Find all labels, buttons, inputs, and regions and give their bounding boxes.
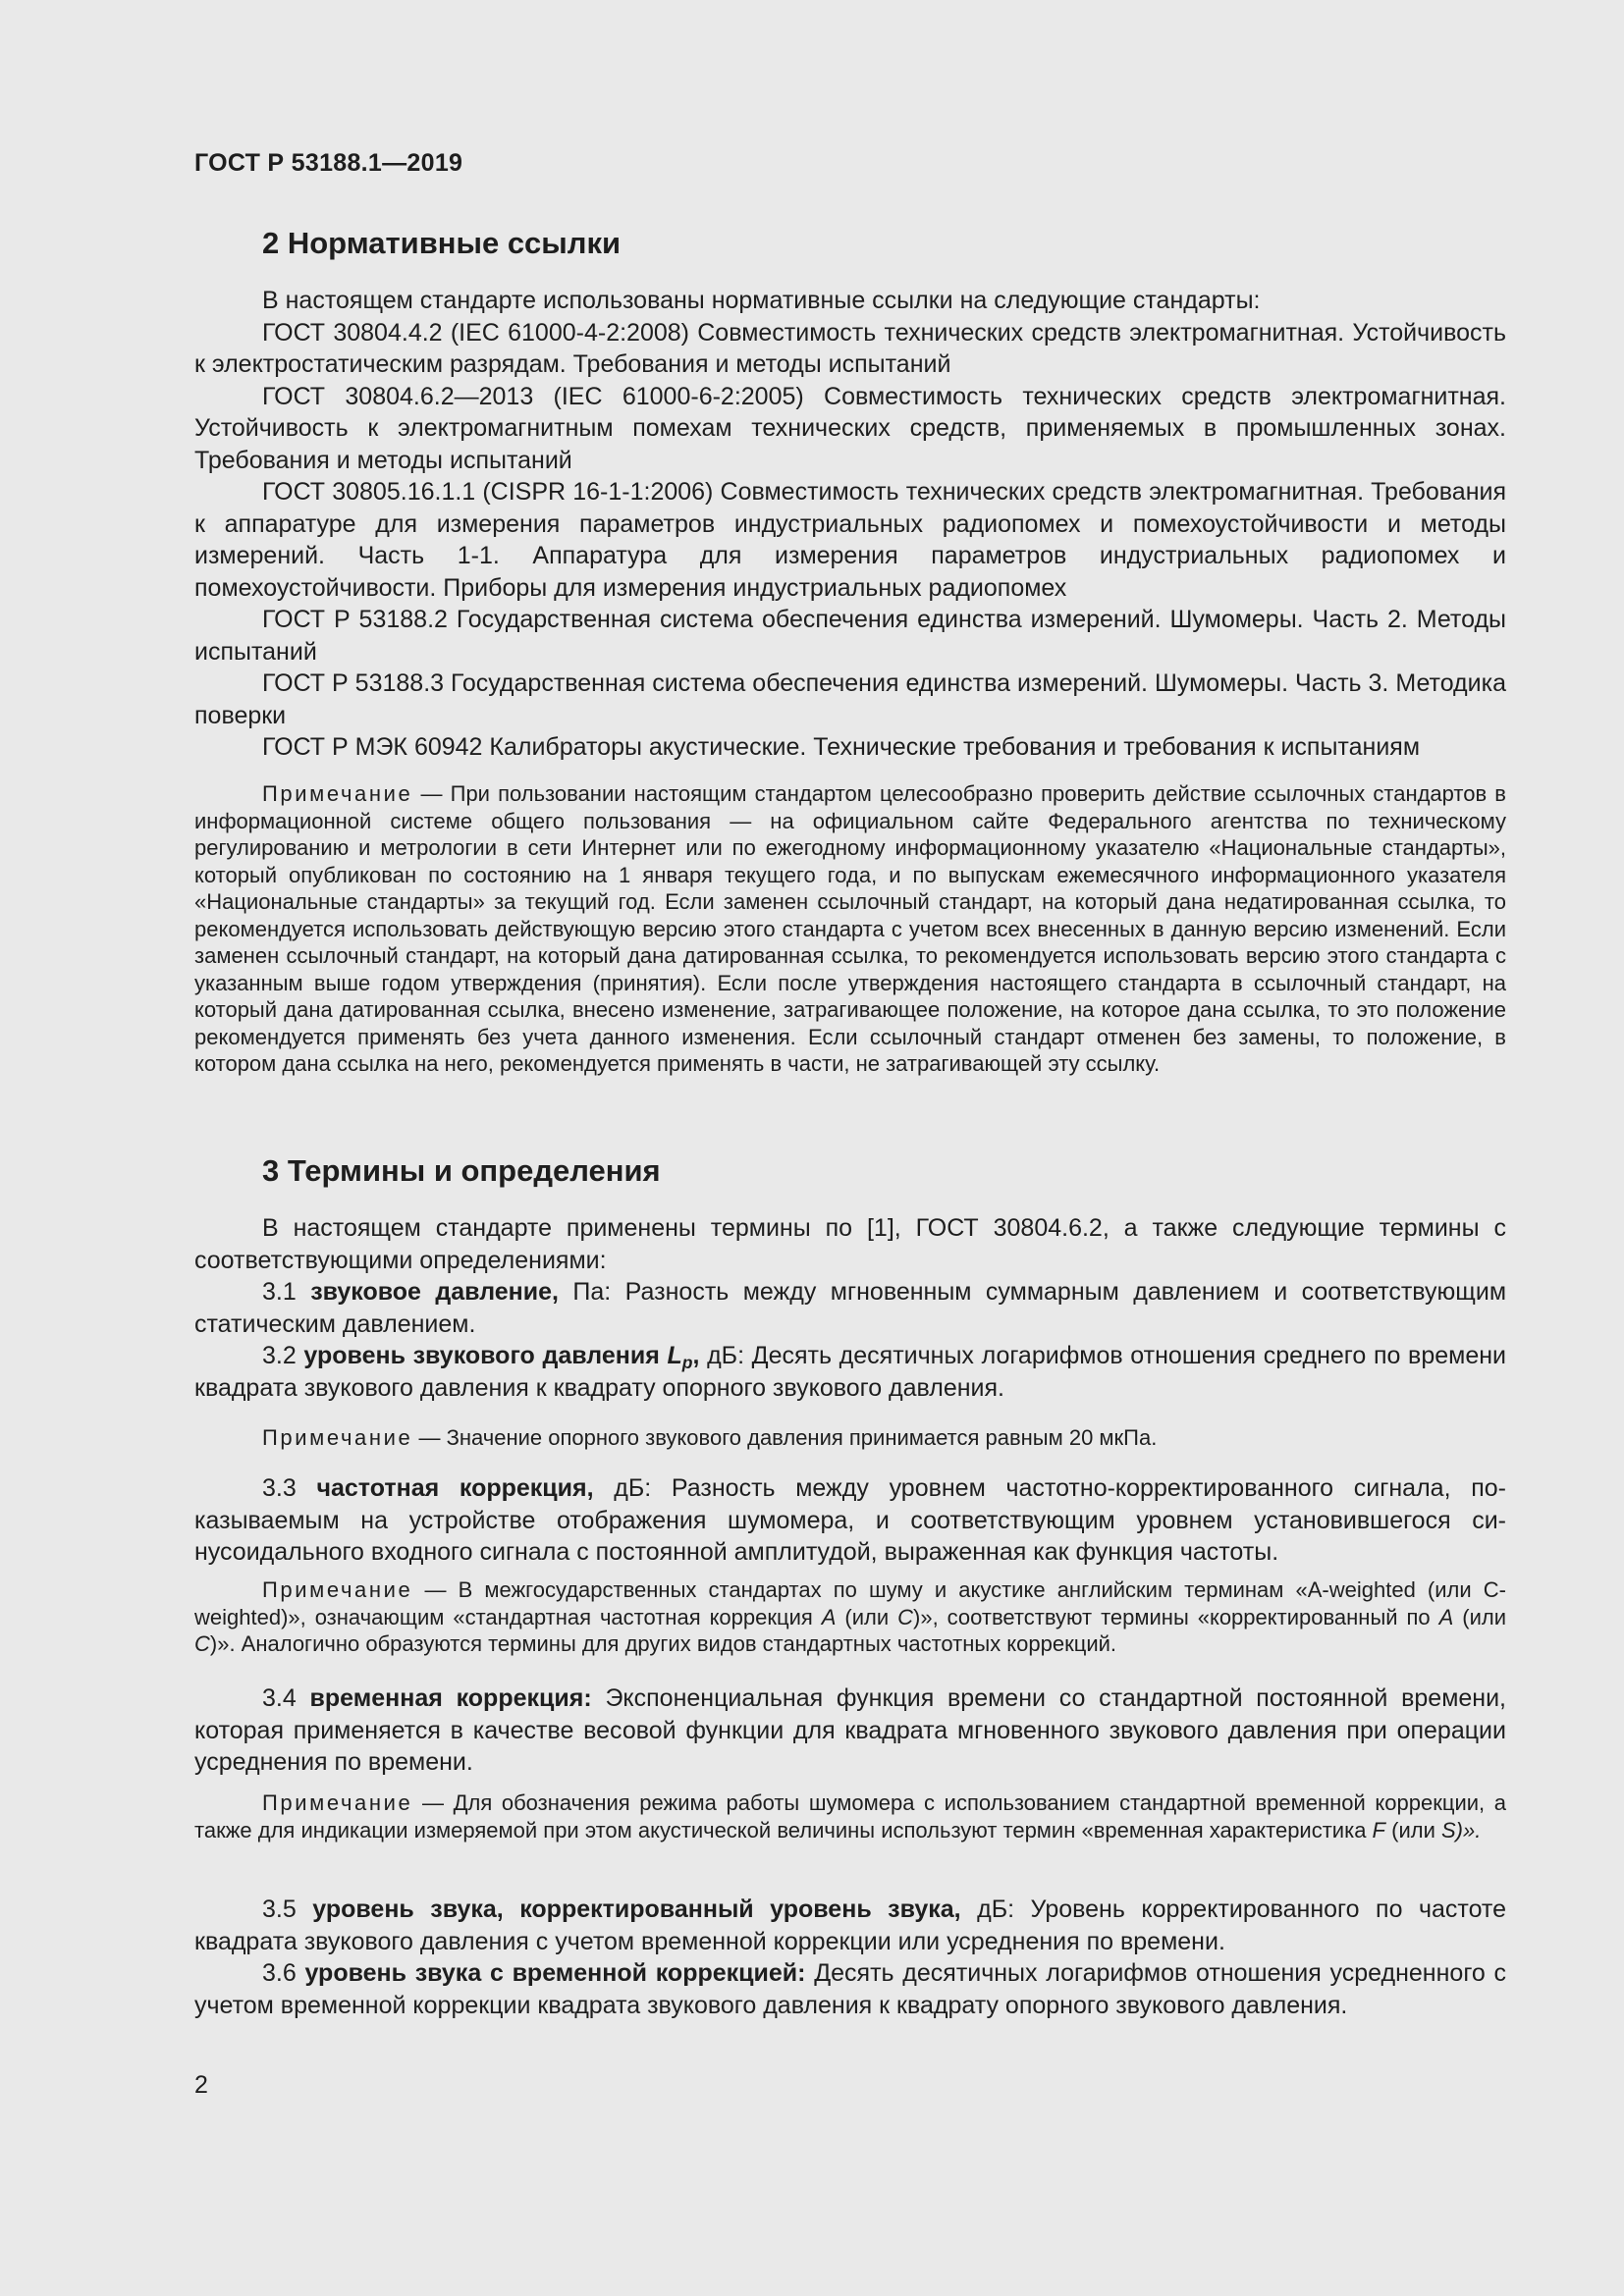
term-symbol: L xyxy=(667,1342,682,1369)
note-label: Примечание xyxy=(262,781,413,806)
term-name: уровень звукового давления xyxy=(303,1342,668,1369)
note-label: Примечание xyxy=(262,1577,413,1602)
section-title-terms: 3 Термины и определения xyxy=(262,1153,661,1188)
references-intro: В настоящем стандарте использованы нормативные ссылки на следующие стандарты: xyxy=(262,287,1261,314)
note-reference-pressure xyxy=(194,1424,1506,1452)
reference-item: ГОСТ Р 53188.2 Государственная система обеспечения единства измерений. Шумомеры. Часть 2. Методы испытаний xyxy=(194,606,1506,666)
term-name: частотная коррекция, xyxy=(316,1474,594,1502)
note-references xyxy=(194,780,1506,1078)
terms-intro: В настоящем стандарте применены термины по [1], ГОСТ 30804.6.2, а также следующие термины с соответствующими определениями: xyxy=(194,1214,1506,1274)
document-header: ГОСТ Р 53188.1—2019 xyxy=(194,149,463,177)
term-definition: Десять десятичных логарифмов отношения усредненного с учетом временной коррекции квадрата звукового давления к квадрату опорного звукового давления. xyxy=(194,1959,1507,2019)
term-definition: дБ: Уровень корректированного по частоте квадрата звукового давления с учетом временной коррекции или усреднения по времени. xyxy=(194,1896,1506,1955)
term-name: временная коррекция: xyxy=(309,1684,592,1712)
term-3-4: 3.4 временная коррекция: Экспоненциальная функция времени со стандартной постоянной времени, которая применяется в качестве весовой функции для квадрата мгновенного звукового давления при операции усреднения по времени. xyxy=(194,1684,1507,1776)
term-definition: дБ: Десять десятичных логарифмов отношения среднего по времени квадрата звукового давления к квадрату опорного звукового давления. xyxy=(194,1342,1507,1402)
term-3-3-block xyxy=(194,1472,1506,1569)
note-frequency-weighting: Примечание — В межгосударственных стандартах по шуму и акустике английским терминам «A-weighted (или C-weighted)», означающим «стандартная частотная коррекция A (или C)», соответствуют термины «корректированный по A (или C)». Аналогично образуются термины для других видов стандартных частотных коррекций. xyxy=(194,1577,1507,1656)
term-definition: Па: Разность между мгновенным суммарным давлением и соответствующим статическим давлением. xyxy=(194,1278,1507,1338)
term-3-4-block xyxy=(194,1682,1506,1779)
note-time-weighting: Примечание — Для обозначения режима работы шумомера с использованием стандартной временной коррекции, а также для индикации измеряемой при этом акустической величины используют термин «временная характеристика F (или S)». xyxy=(194,1790,1506,1842)
section-title-normative-references: 2 Нормативные ссылки xyxy=(262,226,622,260)
note-text: При пользовании настоящим стандартом целесообразно проверить действие ссылочных стандартов в информационной системе общего пользования — на официальном сайте Федерального агентства по техническому регулированию и метрологии в сети Интернет или по ежегодному информационному указателю «Национальные стандарты», который опубликован по состоянию на 1 января текущего года, и по выпускам ежемесячного информационного указателя «Национальные стандарты» за текущий год. Если заменен ссылочный стандарт, на который дана недатированная ссылка, то рекомендуется использовать действующую версию этого стандарта с учетом всех внесенных в данную версию изменений. Если заменен ссылочный стандарт, на который дана датированная ссылка, то рекомендуется использовать версию этого стандарта с указанным выше годом утверждения (принятия). Если после утверждения настоящего стандарта в ссылочный стандарт, на который дана датированная ссылка, внесено изменение, затрагивающее положение, на которое дана ссылка, то это положение рекомендуется применять без учета данного изменения. Если ссылочный стандарт отменен без замены, то положение, в котором дана ссылка на него, рекомендуется применять в части, не затрагивающей эту ссылку. xyxy=(194,781,1506,1076)
reference-item: ГОСТ 30805.16.1.1 (CISPR 16-1-1:2006) Совместимость технических средств электромагнитная. Требования к аппаратуре для измерения параметров индустриальных радиопомех и помехоустойчивости и методы измерений. Часть 1-1. Аппаратура для измерения параметров индустриальных радиопомех и помехоустойчивости. Приборы для измерения индустриальных радиопомех xyxy=(194,478,1506,602)
note-dash: — xyxy=(412,1425,447,1450)
normative-references-list xyxy=(194,285,1506,764)
term-symbol-subscript: p xyxy=(681,1353,693,1372)
note-dash: — xyxy=(412,781,451,806)
note-label: Примечание xyxy=(262,1790,413,1815)
terms-list-continued xyxy=(194,1894,1506,2021)
reference-item: ГОСТ Р МЭК 60942 Калибраторы акустические. Технические требования и требования к испытаниям xyxy=(262,733,1421,761)
term-name: звуковое давление, xyxy=(310,1278,559,1306)
note-label: Примечание xyxy=(262,1425,413,1450)
term-3-3: 3.3 частотная коррекция, дБ: Разность между уровнем частотно-корректированного сигнала, показываемым на устройстве отображения шумомера, и соответствующим уровнем установившегося синусоидального входного сигнала с постоянной амплитудой, выраженная как функция частоты. xyxy=(194,1474,1506,1566)
term-3-5: 3.5 уровень звука, корректированный уровень звука, дБ: Уровень корректированного по частоте квадрата звукового давления с учетом временной коррекции или усреднения по времени. xyxy=(194,1896,1506,1955)
terms-list xyxy=(194,1212,1506,1404)
note-dash: — xyxy=(412,1577,459,1602)
term-name: уровень звука с временной коррекцией: xyxy=(304,1959,806,1987)
page-number: 2 xyxy=(194,2071,208,2099)
term-3-2: 3.2 уровень звукового давления $L_p$, дБ: Десять десятичных логарифмов отношения среднего по времени квадрата звукового давления к квадрату опорного звукового давления. xyxy=(194,1342,1507,1402)
reference-item: ГОСТ 30804.6.2—2013 (IEC 61000-6-2:2005) Совместимость технических средств электромагнитная. Устойчивость к электромагнитным помехам технических средств, применяемых в промышленных зонах. Требования и методы испытаний xyxy=(194,382,1506,474)
term-3-1: 3.1 звуковое давление, Па: Разность между мгновенным суммарным давлением и соответствующим статическим давлением. xyxy=(194,1278,1507,1338)
note-dash: — xyxy=(412,1790,454,1815)
term-3-6: 3.6 уровень звука с временной коррекцией: Десять десятичных логарифмов отношения усредненного с учетом временной коррекции квадрата звукового давления к квадрату опорного звукового давления. xyxy=(194,1959,1507,2019)
term-name: уровень звука, корректированный уровень звука, xyxy=(312,1896,961,1923)
reference-item: ГОСТ 30804.4.2 (IEC 61000-4-2:2008) Совместимость технических средств электромагнитная. Устойчивость к электростатическим разрядам. Требования и методы испытаний xyxy=(194,318,1506,378)
note-text: Значение опорного звукового давления принимается равным 20 мкПа. xyxy=(446,1425,1158,1450)
reference-item: ГОСТ Р 53188.3 Государственная система обеспечения единства измерений. Шумомеры. Часть 3. Методика поверки xyxy=(194,669,1506,729)
term-definition: Экспоненциальная функция времени со стандартной постоянной времени, которая применяется в качестве весовой функции для квадрата мгновенного звукового давления при операции усреднения по времени. xyxy=(194,1684,1507,1776)
term-definition: дБ: Разность между уровнем частотно-корректированного сигнала, показываемым на устройстве отображения шумомера, и соответствующим уровнем установившегося синусоидального входного сигнала с постоянной амплитудой, выраженная как функция частоты. xyxy=(194,1474,1506,1566)
